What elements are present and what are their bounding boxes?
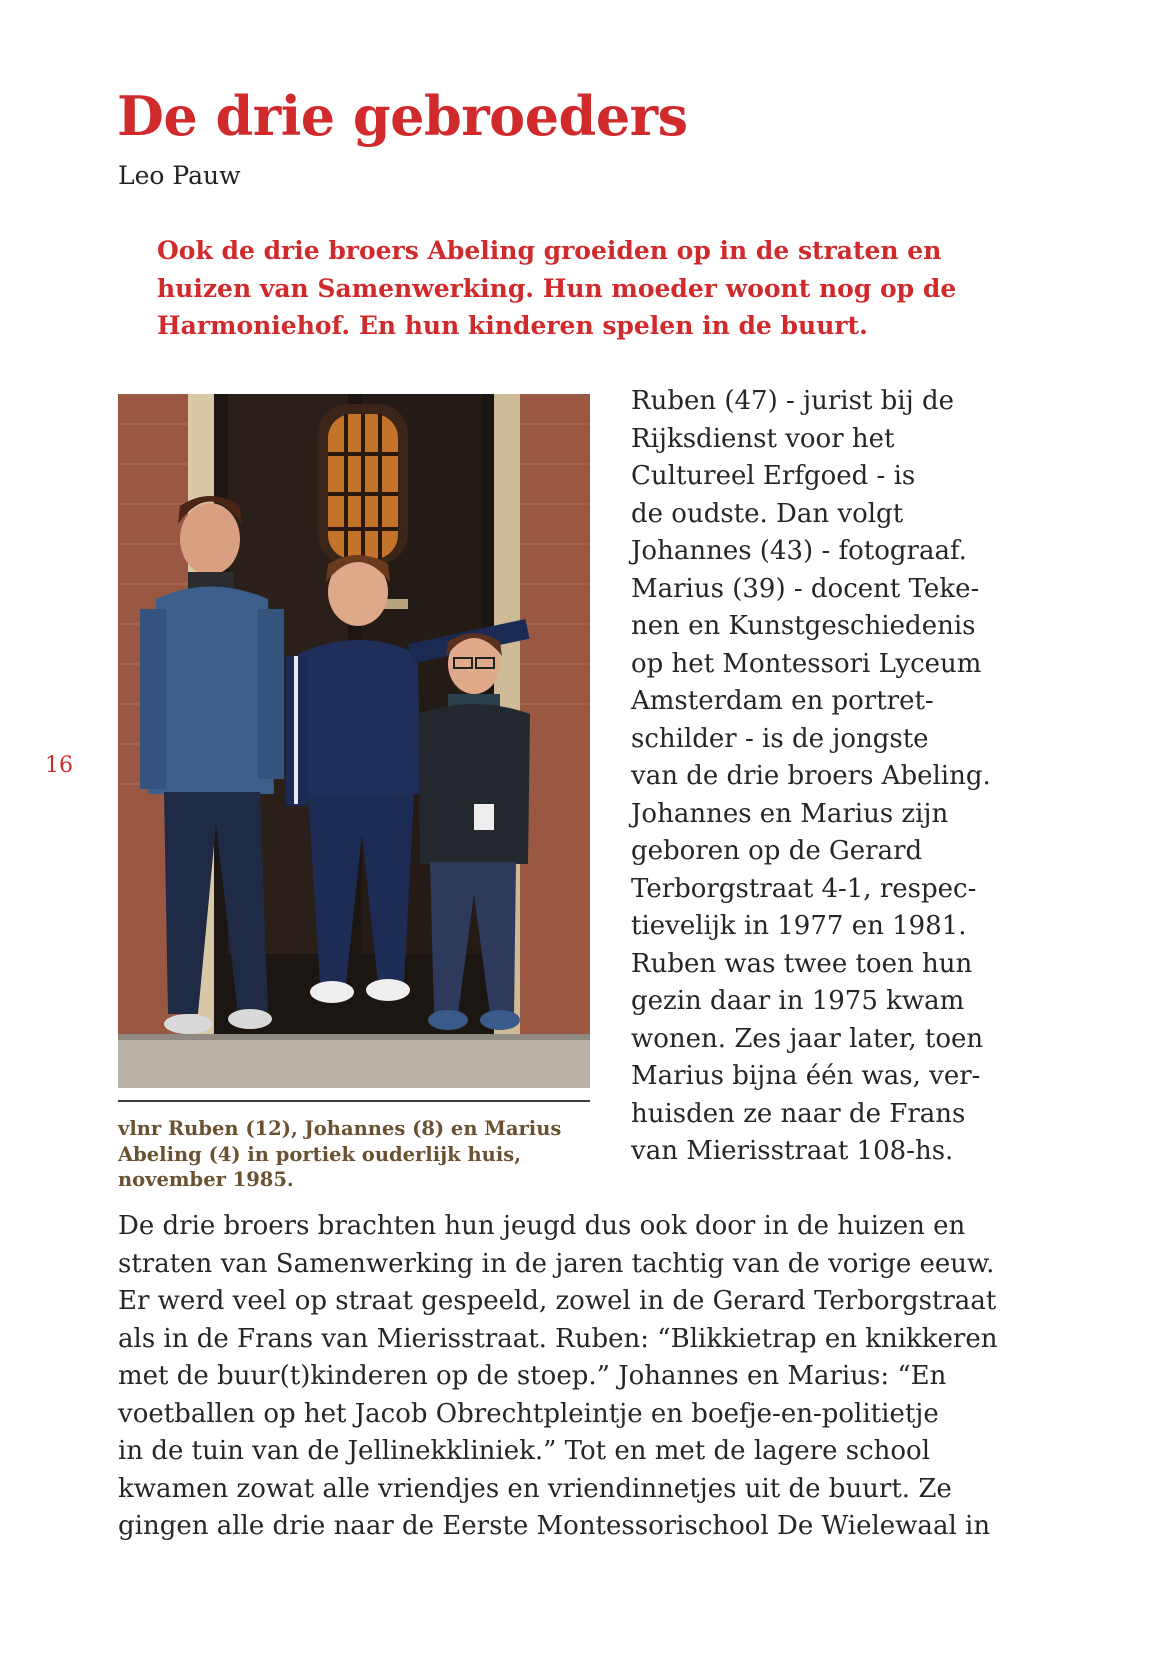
caption-line: vlnr Ruben (12), Johannes (8) en Marius	[118, 1117, 562, 1140]
body-line: straten van Samenwerking in de jaren tachtig van de vorige eeuw.	[118, 1248, 995, 1279]
column-line: Johannes en Marius zijn	[631, 798, 949, 829]
column-line: wonen. Zes jaar later, toen	[631, 1023, 984, 1054]
side-column-text	[631, 383, 991, 1171]
body-line: in de tuin van de Jellinekkliniek.” Tot en met de lagere school	[118, 1436, 931, 1466]
column-line: tievelijk in 1977 en 1981.	[631, 911, 967, 941]
body-line: met de buur(t)kinderen op de stoep.” Johannes en Marius: “En	[118, 1361, 947, 1391]
photo-illustration	[118, 394, 590, 1088]
column-line: geboren op de Gerard	[631, 836, 923, 866]
column-line: Rijksdienst voor het	[631, 423, 895, 454]
column-line: Cultureel Erfgoed - is	[631, 461, 916, 491]
column-line: Ruben (47) - jurist bij de	[631, 386, 954, 416]
author-name: Leo Pauw	[118, 161, 241, 190]
body-line: als in de Frans van Mierisstraat. Ruben: “Blikkietrap en knikkeren	[118, 1323, 998, 1354]
body-line: Er werd veel op straat gespeeld, zowel in de Gerard Terborgstraat	[118, 1286, 997, 1316]
caption-line: november 1985.	[118, 1168, 294, 1191]
column-line: Ruben was twee toen hun	[631, 948, 973, 979]
column-line: Marius (39) - docent Teke-	[631, 573, 980, 604]
body-paragraph	[118, 1208, 998, 1546]
caption-divider	[118, 1100, 590, 1102]
intro-line: huizen van Samenwerking. Hun moeder woont nog op de	[157, 273, 957, 303]
intro-line: Ook de drie broers Abeling groeiden op in de straten en	[157, 236, 942, 265]
page-number: 16	[45, 753, 73, 778]
body-line: voetballen op het Jacob Obrechtpleintje en boefje-en-politietje	[118, 1398, 939, 1429]
column-line: huisden ze naar de Frans	[631, 1098, 966, 1129]
column-line: de oudste. Dan volgt	[631, 498, 904, 529]
body-line: kwamen zowat alle vriendjes en vriendinnetjes uit de buurt. Ze	[118, 1473, 952, 1504]
column-line: van Mierisstraat 108-hs.	[631, 1136, 954, 1166]
article-title: De drie gebroeders	[117, 84, 688, 148]
column-line: Amsterdam en portret-	[631, 686, 934, 716]
photo-caption	[118, 1116, 561, 1193]
column-line: schilder - is de jongste	[631, 723, 929, 754]
column-line: nen en Kunstgeschiedenis	[631, 611, 976, 641]
body-line: De drie broers brachten hun jeugd dus ook door in de huizen en	[118, 1211, 966, 1241]
caption-line: Abeling (4) in portiek ouderlijk huis,	[118, 1142, 522, 1166]
family-photo	[118, 394, 590, 1088]
intro-line: Harmoniehof. En hun kinderen spelen in de buurt.	[157, 311, 868, 340]
column-line: op het Montessori Lyceum	[631, 648, 982, 679]
column-line: gezin daar in 1975 kwam	[631, 986, 965, 1016]
column-line: Terborgstraat 4-1, respec-	[631, 873, 977, 904]
column-line: Marius bijna één was, ver-	[631, 1061, 981, 1091]
column-line: van de drie broers Abeling.	[631, 761, 991, 791]
intro-paragraph	[157, 232, 957, 345]
column-line: Johannes (43) - fotograaf.	[631, 536, 967, 566]
body-line: gingen alle drie naar de Eerste Montessorischool De Wielewaal in	[118, 1511, 991, 1541]
